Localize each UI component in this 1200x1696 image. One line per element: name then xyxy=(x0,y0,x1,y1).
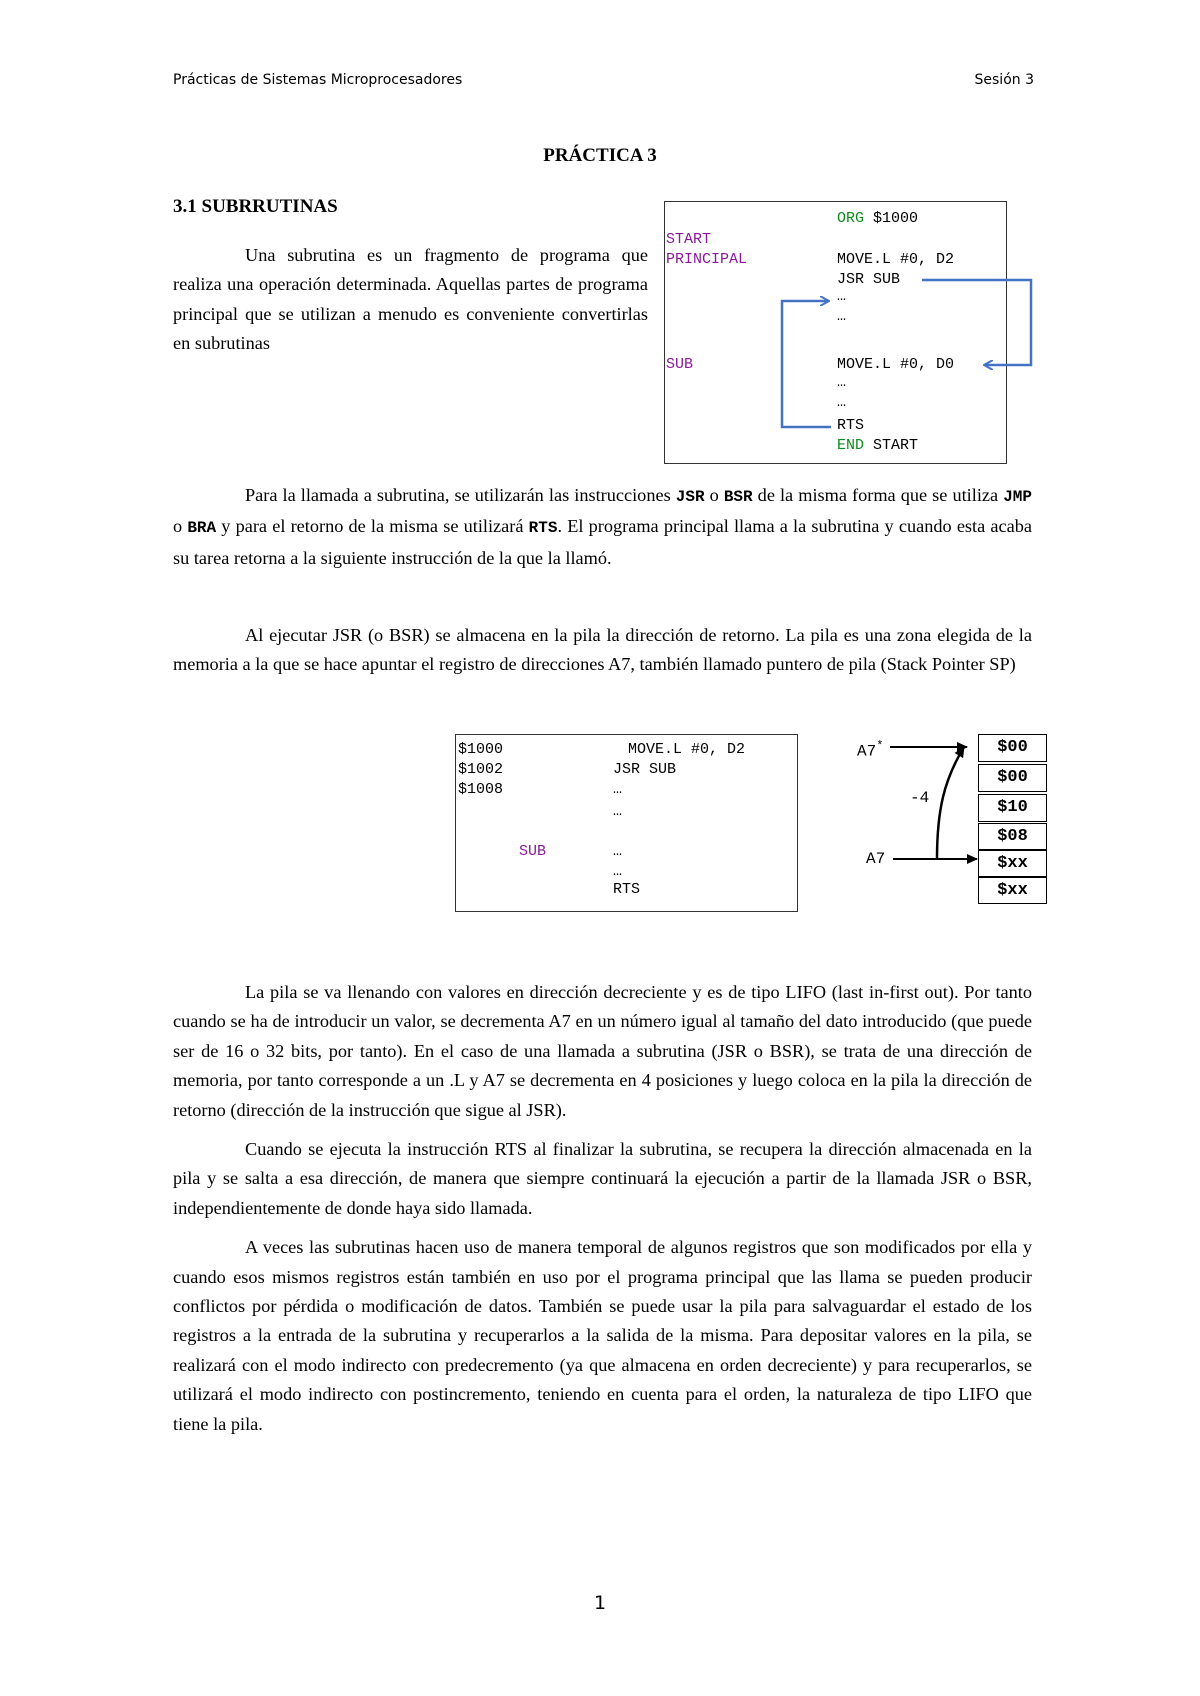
section-heading: 3.1 SUBRRUTINAS xyxy=(173,196,338,217)
code-rts: RTS xyxy=(613,881,641,898)
paragraph-registers: A veces las subrutinas hacen uso de manera temporal de algunos registros que son modificados por ella y cuando esos mismos registros están también en uso por el programa principal que las llama se pueden producir conflictos por pérdida o modificación de datos. También se puede usar la pila para salvaguardar el estado de los registros a la entrada de la subrutina y recuperarlos a la salida de la misma. Para depositar valores en la pila, se realizará con el modo indirecto con predecremento (ya que almacena en orden decreciente) y para recuperarlos, se utilizará el modo indirecto con postincremento, teniendo en cuenta para el orden, la naturaleza de tipo LIFO que tiene la pila. xyxy=(173,1237,1032,1434)
code-box-addresses xyxy=(455,734,798,912)
code-move-d2: MOVE.L #0, D2 xyxy=(628,741,746,758)
header-session: Sesión 3 xyxy=(974,72,1034,88)
paragraph-rts: Cuando se ejecuta la instrucción RTS al finalizar la subrutina, se recupera la dirección almacenada en la pila y se salta a esa dirección, de manera que siempre continuará la ejecución a partir de la llamada JSR o BSR, independientemente de donde haya sido llamada. xyxy=(173,1139,1032,1218)
p1-text-o2: o xyxy=(173,516,188,537)
code-dots: … xyxy=(837,394,847,411)
paragraph-jsr-bsr xyxy=(173,481,1032,583)
label-sub: SUB xyxy=(666,356,694,373)
address-1002: $1002 xyxy=(458,761,504,778)
a7-star-text: A7 xyxy=(857,742,877,761)
address-1008: $1008 xyxy=(458,781,504,798)
stack-cell: $10 xyxy=(978,794,1047,822)
a7-label: A7 xyxy=(866,850,886,868)
code-dots: … xyxy=(613,781,623,798)
stack-cell: $00 xyxy=(978,764,1047,792)
code-rts: RTS xyxy=(837,417,865,434)
kw-bra: BRA xyxy=(187,519,217,538)
decrement-label: -4 xyxy=(910,789,930,807)
end-value: START xyxy=(864,437,919,454)
code-dots: … xyxy=(837,374,847,391)
code-dots: … xyxy=(837,288,847,305)
p1-text-c: y para el retorno de la misma se utilizará xyxy=(216,516,529,537)
paragraph-stack xyxy=(173,621,1032,690)
stack-memory xyxy=(978,734,1048,906)
rts-return-arrow xyxy=(782,301,831,427)
stack-cell: $00 xyxy=(978,734,1047,762)
decrement-curve-arrow xyxy=(937,747,964,859)
code-dots: … xyxy=(613,843,623,860)
stack-cell: $xx xyxy=(978,877,1047,904)
kw-rts: RTS xyxy=(528,519,558,538)
header-title: Prácticas de Sistemas Microprocesadores xyxy=(173,72,463,88)
p1-text-b: de la misma forma que se utiliza xyxy=(752,485,1004,505)
kw-jsr: JSR xyxy=(675,488,705,506)
code-move-d0: MOVE.L #0, D0 xyxy=(837,356,955,373)
org-keyword: ORG xyxy=(837,210,865,227)
label-sub: SUB xyxy=(519,843,547,860)
code-dots: … xyxy=(613,803,623,820)
label-principal: PRINCIPAL xyxy=(666,251,748,268)
jsr-call-arrow xyxy=(922,280,1031,365)
code-jsr-sub: JSR SUB xyxy=(837,271,901,288)
code-dots: … xyxy=(837,308,847,325)
label-start: START xyxy=(666,231,712,248)
body-lower xyxy=(173,978,1032,1449)
p1-text-d: . El programa principal llama a la subrutina y cuando esta acaba su tarea retorna a la siguiente instrucción de la que la llamó. xyxy=(173,516,1032,568)
paragraph-stack-text: Al ejecutar JSR (o BSR) se almacena en la pila la dirección de retorno. La pila es una zona elegida de la memoria a la que se hace apuntar el registro de direcciones A7, también llamado puntero de pila (Stack Pointer SP) xyxy=(173,625,1032,675)
a7-star-mark: * xyxy=(876,739,884,753)
page-title: PRÁCTICA 3 xyxy=(543,145,657,166)
page-number: 1 xyxy=(593,1592,607,1614)
p1-text-o1: o xyxy=(704,485,724,505)
kw-jmp: JMP xyxy=(1003,488,1033,506)
paragraph-lifo: La pila se va llenando con valores en dirección decreciente y es de tipo LIFO (last in-first out). Por tanto cuando se ha de introducir un valor, se decrementa A7 en un número igual al tamaño del dato introducido (que puede ser de 16 o 32 bits, por tanto). En el caso de una llamada a subrutina (JSR o BSR), se trata de una dirección de memoria, por tanto corresponde a un .L y A7 se decrementa en 4 posiciones y luego coloca en la pila la dirección de retorno (dirección de la instrucción que sigue al JSR). xyxy=(173,982,1032,1120)
code-move-d2: MOVE.L #0, D2 xyxy=(837,251,955,268)
p1-text-a: Para la llamada a subrutina, se utilizarán las instrucciones xyxy=(245,485,676,505)
a7-star-label xyxy=(857,739,883,760)
address-1000: $1000 xyxy=(458,741,504,758)
stack-cell: $xx xyxy=(978,850,1047,877)
code-dots: … xyxy=(613,863,623,880)
intro-text: Una subrutina es un fragmento de programa que realiza una operación determinada. Aquellas partes de programa principal que se utilizan a menudo es conveniente convertirlas en subrutinas xyxy=(173,245,648,354)
paragraph-jsr-bsr-text xyxy=(173,481,1032,573)
code-jsr-sub: JSR SUB xyxy=(613,761,677,778)
kw-bsr: BSR xyxy=(723,488,753,506)
stack-cell: $08 xyxy=(978,823,1047,850)
end-keyword: END xyxy=(837,437,865,454)
org-value: $1000 xyxy=(864,210,919,227)
